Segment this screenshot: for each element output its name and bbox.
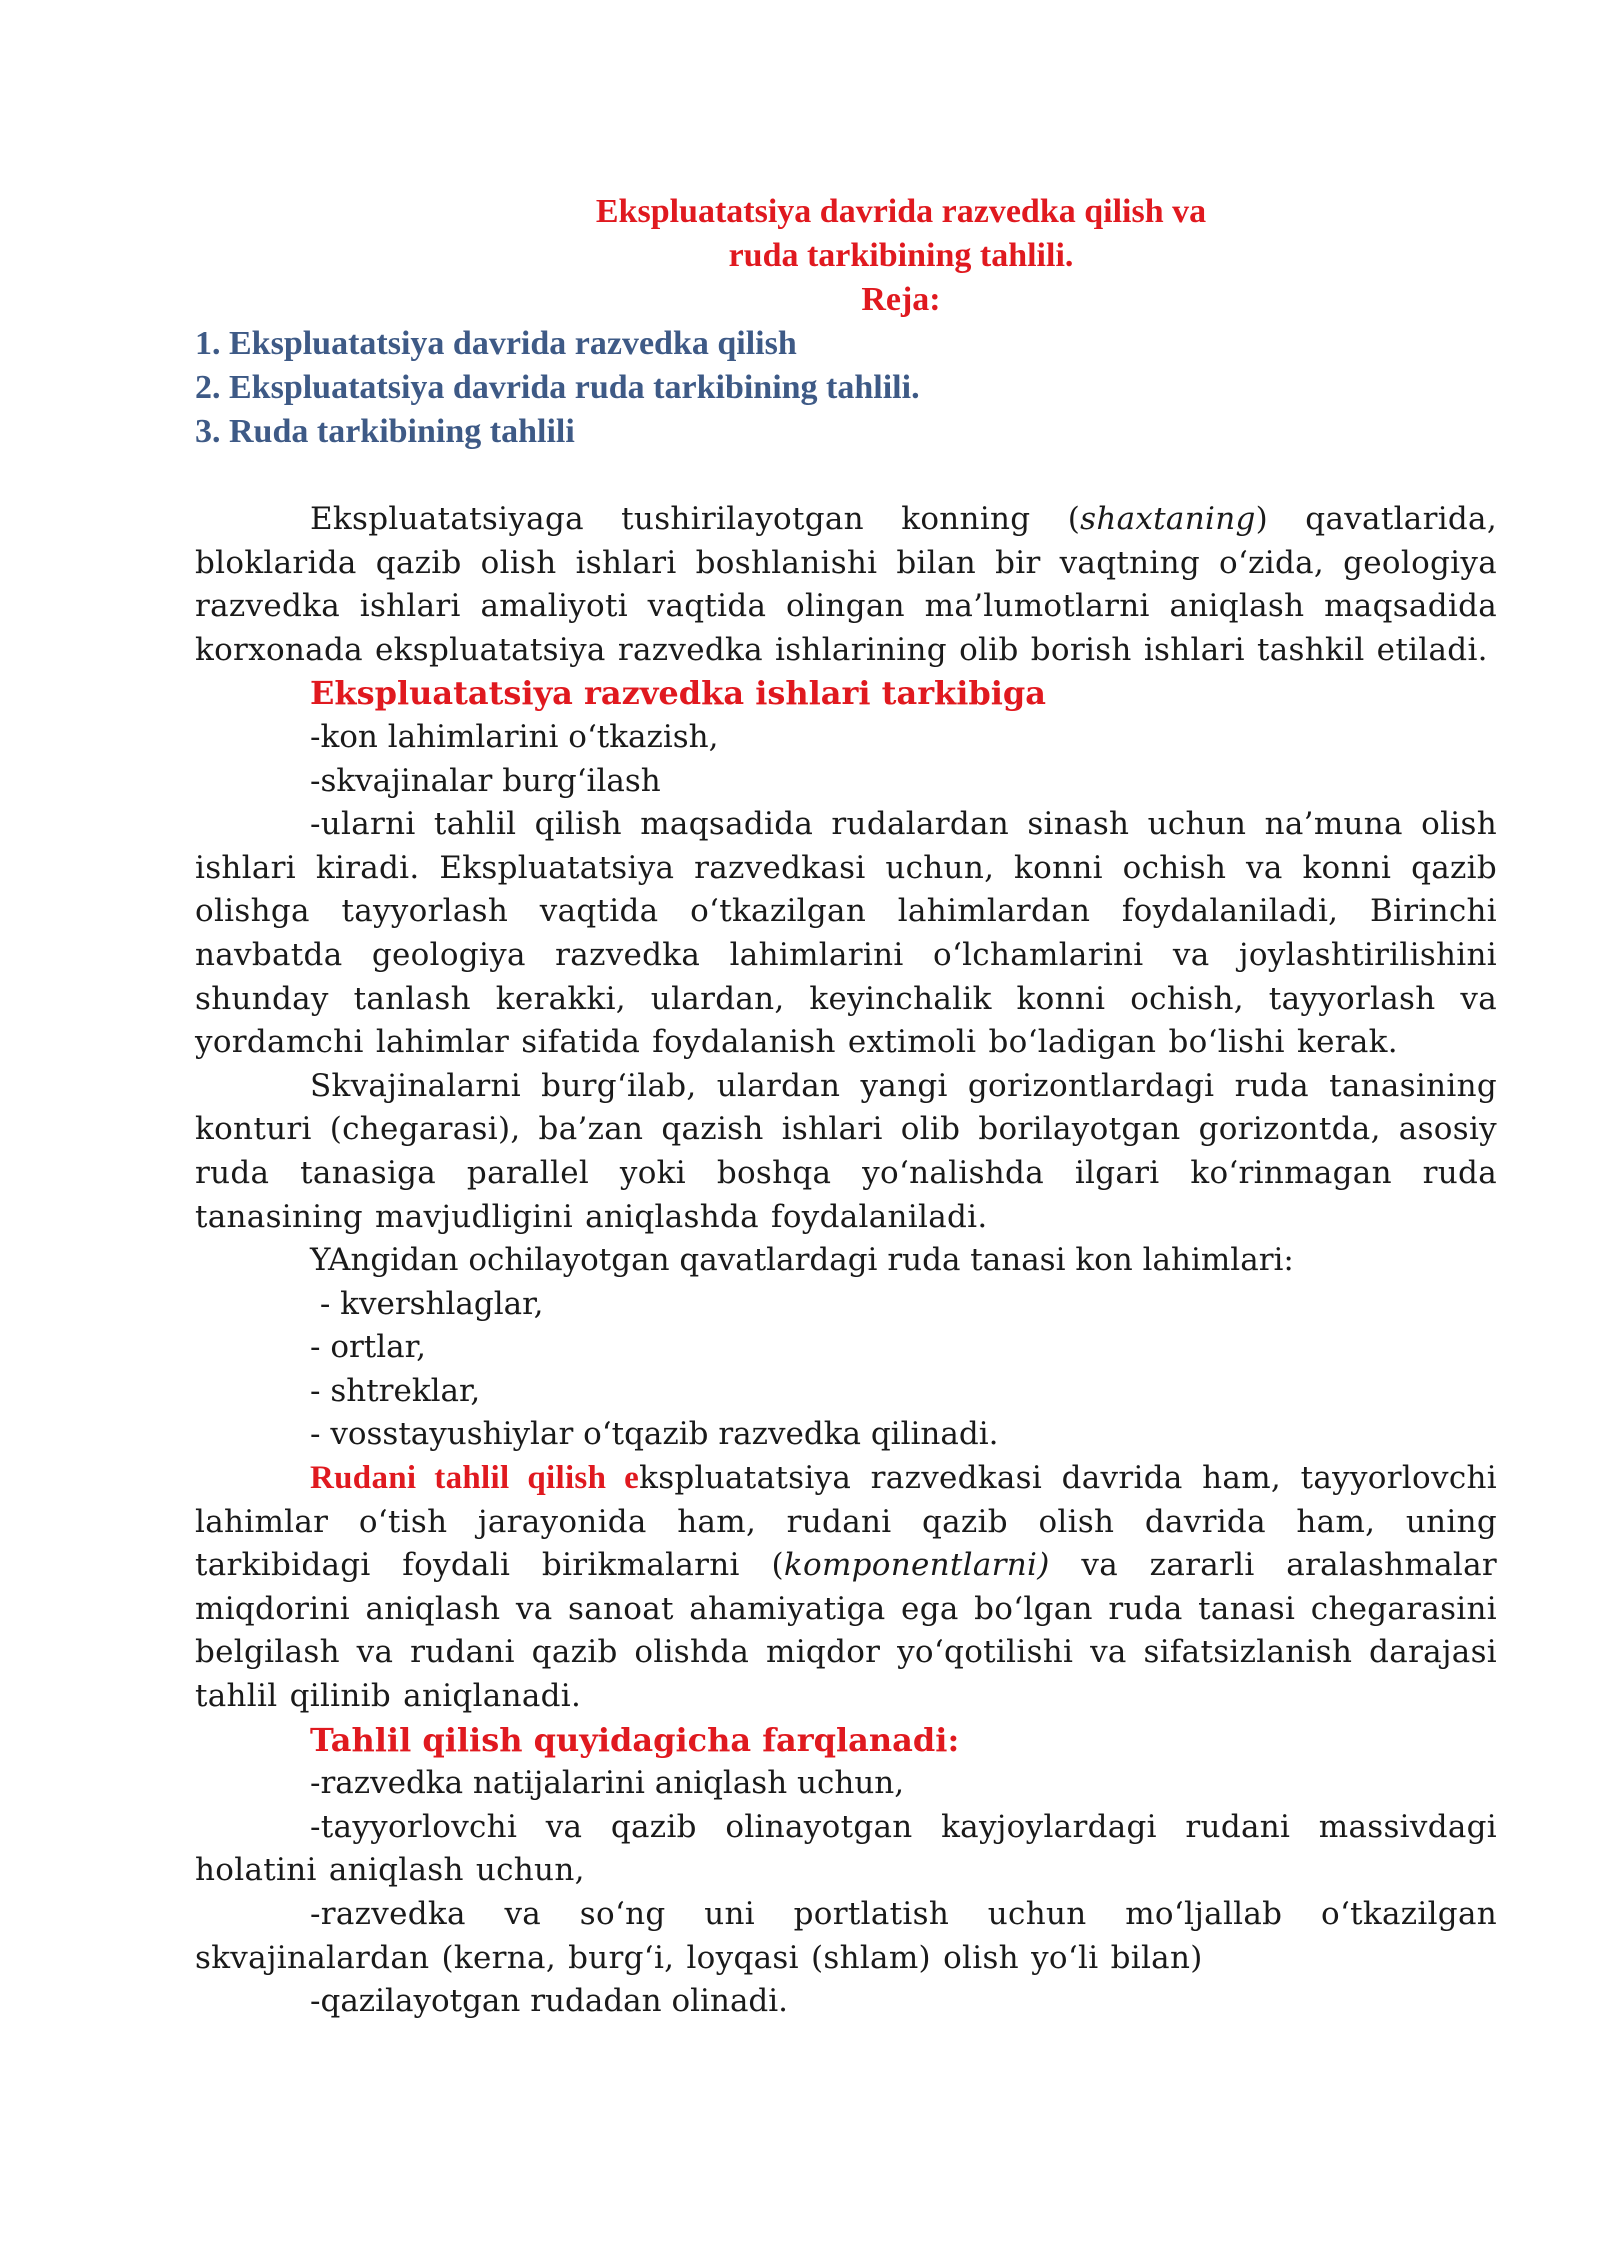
intro-italic: shaxtaning [1080, 501, 1256, 537]
document-title [195, 190, 1497, 322]
ore-analysis-italic: komponentlarni) [783, 1547, 1050, 1584]
document-page [195, 190, 1497, 2024]
list-item: -razvedka natijalarini aniqlash uchun, [310, 1765, 905, 1802]
list-item: - kvershlaglar, [310, 1285, 544, 1322]
list-item: -skvajinalar burg‘ilash [310, 762, 661, 799]
paragraph-new-levels: YAngidan ochilayotgan qavatlardagi ruda tanasi kon lahimlari: [310, 1242, 1294, 1279]
paragraph-drilling: Skvajinalarni burg‘ilab, ulardan yangi gorizontlardagi ruda tanasining konturi (chegarasi), ba’zan qazish ishlari olib borilayotgan gorizontda, asosiy ruda tanasiga parallel yoki boshqa yo‘nalishda ilgari ko‘rinmagan ruda tanasining mavjudligini aniqlashda foydalaniladi. [195, 1067, 1497, 1235]
section-heading-composition: Ekspluatatsiya razvedka ishlari tarkibiga [310, 674, 1047, 713]
list-item: - shtreklar, [310, 1372, 481, 1409]
intro-text-start: Ekspluatatsiyaga tushirilayotgan konning ( [310, 501, 1081, 537]
plan-item-3: 3. Ruda tarkibining tahlili [195, 413, 575, 450]
paragraph-ore-analysis [195, 1457, 1497, 1719]
title-line-2: ruda tarkibining tahlili. [728, 237, 1074, 274]
plan-list [195, 322, 1497, 454]
list-item-long: -razvedka va so‘ng uni portlatish uchun mo‘ljallab o‘tkazilgan skvajinalardan (kerna, burg‘i, loyqasi (shlam) olish yo‘li bilan) [195, 1896, 1497, 1976]
paragraph-intro [195, 498, 1497, 672]
plan-item-1: 1. Ekspluatatsiya davrida razvedka qilish [195, 325, 797, 362]
list-item: -qazilayotgan rudadan olinadi. [310, 1983, 789, 2020]
title-line-1: Ekspluatatsiya davrida razvedka qilish va [595, 193, 1207, 230]
plan-item-2: 2. Ekspluatatsiya davrida ruda tarkibining tahlili. [195, 369, 920, 406]
list-item: - ortlar, [310, 1329, 426, 1366]
spacer [195, 454, 1497, 498]
paragraph-sampling: -ularni tahlil qilish maqsadida rudalardan sinash uchun na’muna olish ishlari kiradi. Ekspluatatsiya razvedkasi uchun, konni ochish va konni qazib olishga tayyorlash vaqtida o‘tkazilgan lahimlardan foydalaniladi, Birinchi navbatda geologiya razvedka lahimlarini o‘lchamlarini va joylashtirilishini shunday tanlash kerakki, ulardan, keyinchalik konni ochish, tayyorlash va yordamchi lahimlar sifatida foydalanish extimoli bo‘ladigan bo‘lishi kerak. [195, 806, 1497, 1061]
list-item: -kon lahimlarini o‘tkazish, [310, 718, 719, 755]
ore-analysis-text-start: kspluatatsiya razvedkasi davrida ham, tayyorlovchi lahimlar o‘tish jarayonida ham, rudani qazib olish davrida ham, uning tarkibidagi foydali birikmalarni ( [195, 1460, 1497, 1584]
ore-analysis-highlight: Rudani tahlil qilish e [310, 1460, 640, 1497]
ore-analysis-text-end: va zararli aralashmalar miqdorini aniqlash va sanoat ahamiyatiga ega bo‘lgan ruda tanasi chegarasini belgilash va rudani qazib olishda miqdor yo‘qotilishi va sifatsizlanish darajasi tahlil qilinib aniqlanadi. [195, 1547, 1498, 1715]
intro-text-end: ) qavatlarida, bloklarida qazib olish ishlari boshlanishi bilan bir vaqtning o‘zida, geologiya razvedka ishlari amaliyoti vaqtida olingan ma’lumotlarni aniqlash maqsadida korxonada ekspluatatsiya razvedka ishlarining olib borish ishlari tashkil etiladi. [195, 501, 1497, 668]
section-heading-analysis: Tahlil qilish quyidagicha farqlanadi: [310, 1720, 960, 1759]
plan-heading: Reja: [861, 281, 941, 318]
list-item-long: -tayyorlovchi va qazib olinayotgan kayjoylardagi rudani massivdagi holatini aniqlash uchun, [195, 1808, 1497, 1889]
list-item: - vosstayushiylar o‘tqazib razvedka qilinadi. [310, 1416, 999, 1453]
